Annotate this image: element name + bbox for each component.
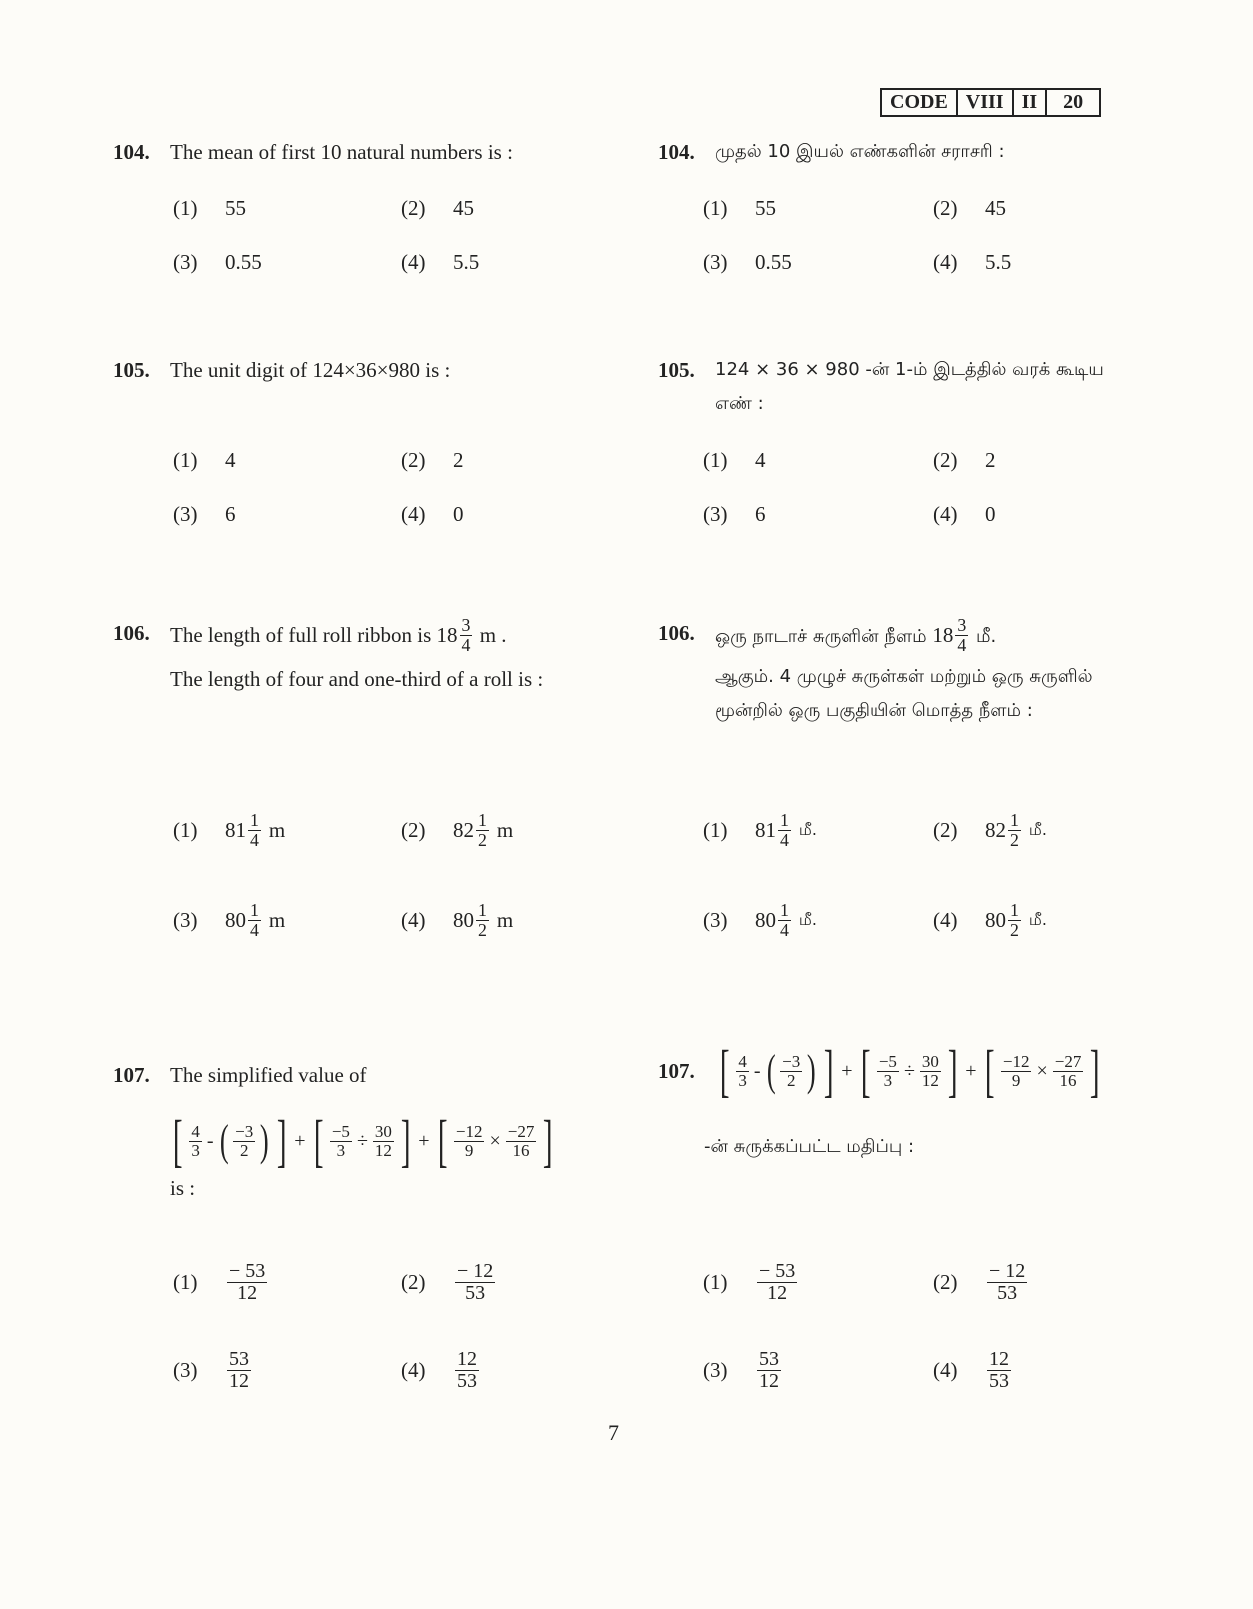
question-text: The mean of first 10 natural numbers is : [170, 140, 513, 164]
option-2: (2) $\frac{- 12}{53}$ [401, 1259, 494, 1304]
option-1: (1) $\frac{- 53}{12}$ [703, 1259, 796, 1304]
question-text-2: The length of four and one-third of a roll is : [170, 667, 544, 692]
question-number: 105. [113, 358, 150, 382]
expression: [ $\frac{4}{3}$ - ( $\frac{-3}{2}$ ) ] + [ $\frac{-5}{3}$ ÷ $\frac{30}{12}$ ] + [ $\frac{-12}{9}$ × $\frac{-27}{16}$ ] [172, 1108, 553, 1173]
question-text-2: ஆகும். 4 முழுச் சுருள்கள் மற்றும் ஒரு சுருளில் மூன்றில் ஒரு பகுதியின் மொத்த நீளம் : [715, 666, 1093, 722]
question-107-en [113, 1058, 603, 1201]
option-4: (4) $\frac{12}{53}$ [933, 1347, 1009, 1392]
option-4: (4) $\frac{12}{53}$ [401, 1347, 477, 1392]
option-1: (1) 4 [173, 447, 236, 472]
question-text: The simplified value of [170, 1063, 367, 1087]
option-2: (2) 2 [933, 447, 996, 472]
option-2: (2) 82 $\frac{1}{2}$ மீ. [933, 809, 1047, 850]
option-4: (4) 0 [401, 501, 464, 526]
option-4: (4) 5.5 [933, 249, 1012, 274]
question-number: 107. [113, 1063, 150, 1087]
option-3: (3) 6 [703, 501, 766, 526]
option-1: (1) 55 [703, 195, 776, 220]
question-number: 104. [658, 140, 695, 164]
option-2: (2) 2 [401, 447, 464, 472]
option-3: (3) $\frac{53}{12}$ [173, 1347, 249, 1392]
mixed-fraction: 18 $\frac{3}{4}$ [436, 615, 471, 655]
option-2: (2) 45 [401, 195, 474, 220]
question-text: ஒரு நாடாச் சுருளின் நீளம் 18 $\frac{3}{4}$ மீ. [715, 615, 997, 655]
code-viii: VIII [958, 90, 1014, 115]
option-2: (2) 45 [933, 195, 1006, 220]
question-107-ta [658, 1038, 1142, 1159]
question-text: 124 × 36 × 980 -ன் 1-ம் இடத்தில் வரக் கூடிய எண் : [715, 359, 1104, 414]
question-104-ta [658, 135, 1142, 169]
option-4: (4) 80 $\frac{1}{2}$ மீ. [933, 899, 1047, 940]
question-106-en [113, 616, 603, 696]
mixed-fraction: 18 $\frac{3}{4}$ [932, 615, 967, 655]
code-20: 20 [1063, 91, 1084, 113]
question-number: 105. [658, 358, 695, 382]
question-suffix: -ன் சுருக்கப்பட்ட மதிப்பு : [704, 1136, 915, 1157]
question-105-en [113, 353, 603, 387]
question-number: 106. [658, 621, 695, 645]
option-1: (1) 4 [703, 447, 766, 472]
code-ii: II [1014, 90, 1048, 115]
option-4: (4) 0 [933, 501, 996, 526]
question-text: முதல் 10 இயல் எண்களின் சராசரி : [715, 141, 1005, 162]
option-2: (2) 82 $\frac{1}{2}$ m [401, 809, 514, 850]
option-2: (2) $\frac{- 12}{53}$ [933, 1259, 1026, 1304]
option-4: (4) 80 $\frac{1}{2}$ m [401, 899, 514, 940]
question-text: The length of full roll ribbon is 18 $\frac{3}{4}$ m . [170, 615, 507, 655]
option-3: (3) 80 $\frac{1}{4}$ m [173, 899, 286, 940]
option-3: (3) $\frac{53}{12}$ [703, 1347, 779, 1392]
option-3: (3) 0.55 [703, 249, 792, 274]
question-number: 107. [658, 1059, 695, 1083]
code-label: CODE [882, 90, 958, 115]
page-number: 7 [608, 1420, 619, 1445]
question-text: The unit digit of 124×36×980 is : [170, 358, 451, 382]
expression: [ $\frac{4}{3}$ - ( $\frac{-3}{2}$ ) ] + [ $\frac{-5}{3}$ ÷ $\frac{30}{12}$ ] + [ $\frac{-12}{9}$ × $\frac{-27}{16}$ ] [719, 1038, 1100, 1103]
question-number: 104. [113, 140, 150, 164]
code-box [880, 88, 1101, 117]
option-3: (3) 80 $\frac{1}{4}$ மீ. [703, 899, 817, 940]
option-1: (1) 81 $\frac{1}{4}$ மீ. [703, 809, 817, 850]
option-3: (3) 6 [173, 501, 236, 526]
question-104-en [113, 135, 603, 169]
option-1: (1) 81 $\frac{1}{4}$ m [173, 809, 286, 850]
option-3: (3) 0.55 [173, 249, 262, 274]
option-1: (1) 55 [173, 195, 246, 220]
question-number: 106. [113, 621, 150, 645]
question-105-ta [658, 353, 1142, 421]
question-suffix: is : [170, 1176, 196, 1200]
option-4: (4) 5.5 [401, 249, 480, 274]
option-1: (1) $\frac{- 53}{12}$ [173, 1259, 266, 1304]
question-106-ta [658, 616, 1142, 728]
